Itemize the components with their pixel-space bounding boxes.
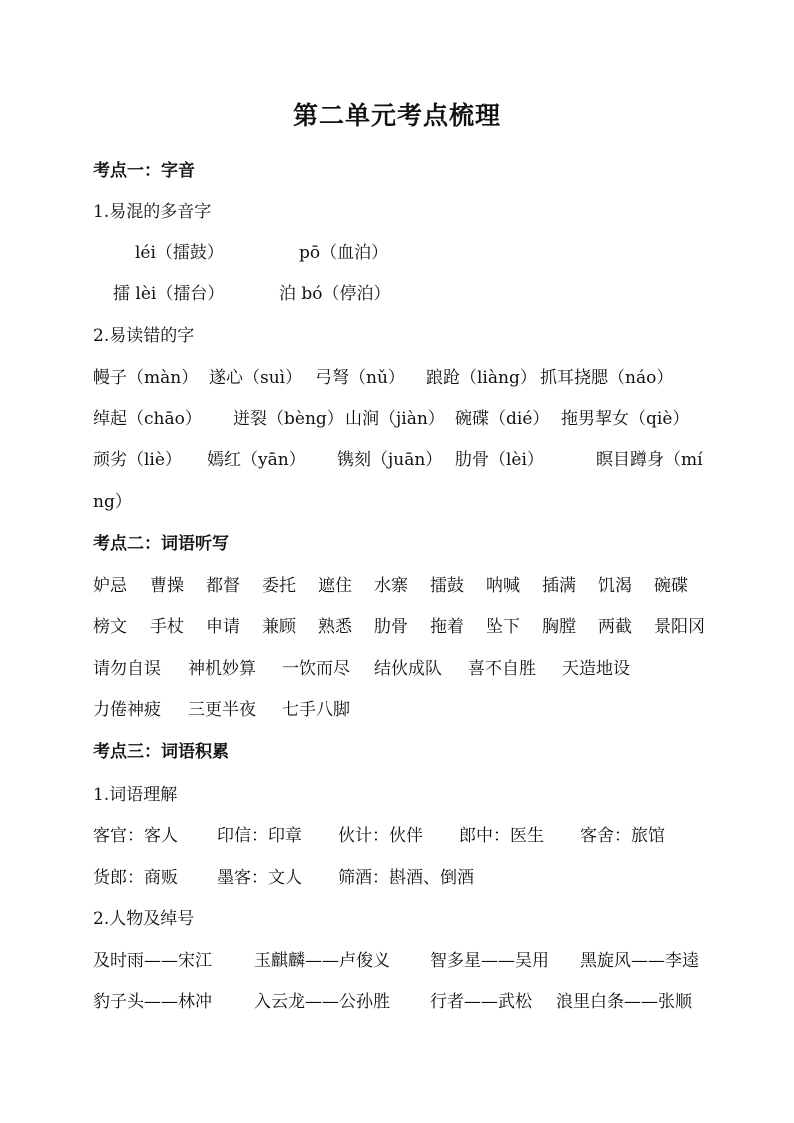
dictation-word: 碗碟 (654, 576, 688, 596)
polyphone-item: léi（擂鼓） (135, 243, 224, 263)
dictation-word: 都督 (206, 576, 240, 596)
nickname-item: 浪里白条——张顺 (556, 992, 692, 1012)
nickname-item: 豹子头——林冲 (93, 992, 212, 1012)
nickname-item: 智多星——吴用 (430, 951, 549, 971)
dictation-word: 擂鼓 (430, 576, 464, 596)
glossary-item: 客官：客人 (93, 826, 178, 846)
misread-row (93, 449, 718, 471)
misread-item: 绰起（chāo） (93, 409, 202, 429)
misread-item: 抓耳挠腮（náo） (540, 368, 674, 388)
misread-item: 弓弩（nǔ） (315, 368, 405, 388)
dictation-word: 饥渴 (598, 576, 632, 596)
dictation-word: 委托 (262, 576, 296, 596)
misread-wrap: ng） (93, 492, 132, 512)
dictation-word: 肋骨 (374, 617, 408, 637)
glossary-row (93, 867, 718, 889)
polyphone-row (93, 283, 718, 305)
nickname-item: 入云龙——公孙胜 (254, 992, 390, 1012)
dictation-word: 一饮而尽 (282, 659, 350, 679)
misread-item: 幔子（màn） (93, 368, 199, 388)
glossary-item: 客舍：旅馆 (580, 826, 665, 846)
nickname-item: 黑旋风——李逵 (580, 951, 699, 971)
dictation-word: 三更半夜 (188, 700, 256, 720)
dictation-word: 力倦神疲 (93, 700, 161, 720)
misread-item: 肋骨（lèi） (455, 450, 544, 470)
glossary-item: 印信：印章 (217, 826, 302, 846)
misread-item: 遂心（suì） (209, 368, 303, 388)
section-heading-dictation: 考点二：词语听写 (93, 534, 229, 554)
subheading-word-meaning: 1.词语理解 (93, 785, 178, 805)
misread-item: 踉跄（liàng） (426, 368, 537, 388)
misread-item: 拖男挈女（qiè） (561, 409, 690, 429)
dictation-word: 手杖 (150, 617, 184, 637)
nickname-item: 及时雨——宋江 (93, 951, 212, 971)
dictation-row (93, 658, 718, 680)
polyphone-item: 泊 bó（停泊） (279, 284, 391, 304)
dictation-word: 请勿自误 (93, 659, 161, 679)
dictation-word: 结伙成队 (374, 659, 442, 679)
dictation-row (93, 616, 718, 638)
subheading-polyphones: 1.易混的多音字 (93, 202, 212, 222)
glossary-item: 伙计：伙伴 (338, 826, 423, 846)
dictation-word: 天造地设 (562, 659, 630, 679)
dictation-word: 胸膛 (542, 617, 576, 637)
glossary-item: 墨客：文人 (217, 868, 302, 888)
dictation-word: 曹操 (150, 576, 184, 596)
dictation-word: 两截 (598, 617, 632, 637)
dictation-word: 景阳冈 (654, 617, 705, 637)
misread-item: 嫣红（yān） (207, 450, 306, 470)
misread-item: 碗碟（dié） (455, 409, 550, 429)
glossary-row (93, 825, 718, 847)
polyphone-row (93, 242, 718, 264)
nickname-item: 玉麒麟——卢俊义 (254, 951, 390, 971)
dictation-word: 七手八脚 (282, 700, 350, 720)
nickname-row (93, 950, 718, 972)
dictation-word: 兼顾 (262, 617, 296, 637)
dictation-row (93, 699, 718, 721)
nickname-row (93, 991, 718, 1013)
polyphone-item: pō（血泊） (299, 243, 389, 263)
dictation-word: 遮住 (318, 576, 352, 596)
dictation-word: 呐喊 (486, 576, 520, 596)
dictation-word: 坠下 (486, 617, 520, 637)
misread-item: 迸裂（bèng） (233, 409, 344, 429)
glossary-item: 筛酒：斟酒、倒酒 (338, 868, 474, 888)
misread-item: 瞑目蹲身（mí (596, 450, 703, 470)
dictation-word: 榜文 (93, 617, 127, 637)
misread-row (93, 367, 718, 389)
section-heading-vocabulary: 考点三：词语积累 (93, 742, 229, 762)
dictation-word: 妒忌 (93, 576, 127, 596)
subheading-misread: 2.易读错的字 (93, 326, 195, 346)
misread-item: 顽劣（liè） (93, 450, 182, 470)
nickname-item: 行者——武松 (430, 992, 532, 1012)
misread-row (93, 408, 718, 430)
dictation-word: 插满 (542, 576, 576, 596)
page-title: 第二单元考点梳理 (292, 101, 501, 130)
polyphone-item: 擂 lèi（擂台） (113, 284, 225, 304)
dictation-word: 申请 (206, 617, 240, 637)
misread-item: 镌刻（juān） (337, 450, 443, 470)
dictation-word: 拖着 (430, 617, 464, 637)
dictation-word: 水寨 (374, 576, 408, 596)
misread-item: 山涧（jiàn） (345, 409, 445, 429)
subheading-nicknames: 2.人物及绰号 (93, 909, 195, 929)
dictation-word: 喜不自胜 (468, 659, 536, 679)
dictation-row (93, 575, 718, 597)
glossary-item: 郎中：医生 (459, 826, 544, 846)
dictation-word: 熟悉 (318, 617, 352, 637)
section-heading-pronunciation: 考点一：字音 (93, 161, 195, 181)
glossary-item: 货郎：商贩 (93, 868, 178, 888)
dictation-word: 神机妙算 (188, 659, 256, 679)
